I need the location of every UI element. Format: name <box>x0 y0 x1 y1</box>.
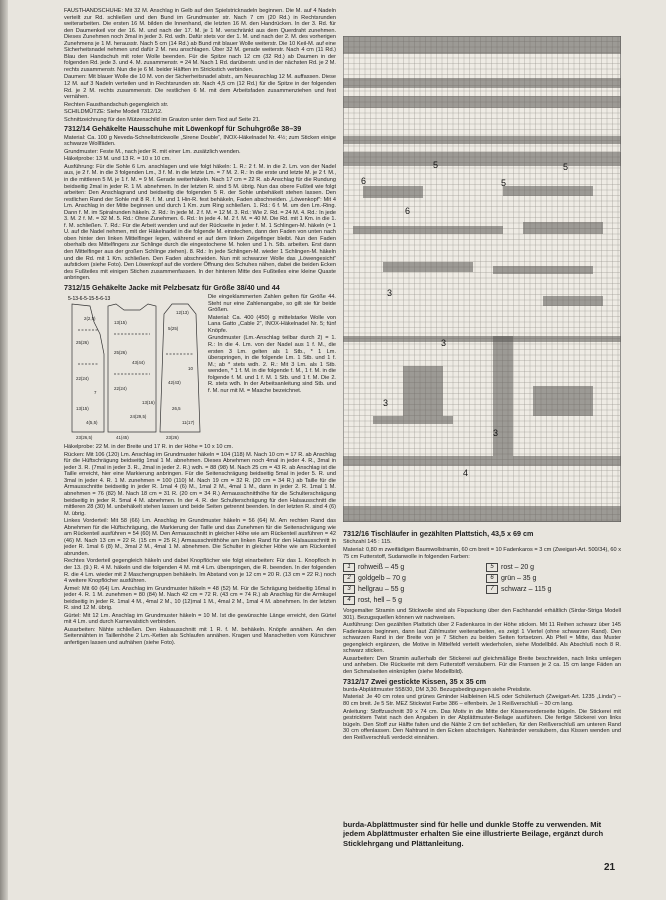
stitch-motif-block <box>383 262 473 272</box>
diagram-label: 41(45) <box>116 435 129 441</box>
stitch-motif-block <box>503 186 593 196</box>
sleeve-piece-outline <box>160 304 200 432</box>
jacket-back: Rücken: Mit 106 (120) Lm. Anschlag im Grundmuster häkeln = 104 (118) M. Nach 10 cm = 17 R. ab Anschlag für die Hüftschrägung beidseitig 1mal 1 M. abnehmen. Dieses Abnehmen noch 4mal in jeder 4. R., 3mal in jeder 3. R. (7mal in jeder 3. R., 2mal in jeder 2. R.) wdh. = 88 (98) M. Nach 25 cm = 43 R. ab Anschlag ist die Taille erreicht, hier eine Markierung anbringen. Für die Seitenschrägung beidseitig 5mal in jeder 5. R. und 3mal in jeder 4. R. 1 M. zunehmen = 100 (110) M. Nach 19 cm = 32 R. (20 cm = 34 R.) ab Taille für die Armausschnitte beidseitig in jeder R. 1mal 4 (6) M., 1mal 2 M., 4mal 1 M., dann in jeder 2. R. 1mal 1 M. abnehmen = 76 (82) M. Nach 18 cm = 31 R. (20 cm = 34 R.) Armausschnitthöhe für die Schulterschrägung beidseitig in jeder R. 5mal 4 M. abnehmen. In der 4. R. der Schulterschrägung für den Halsausschnitt die mittleren 28 (30) M. unbehäkelt stehen lassen und beide Seiten getrennt beenden. In der letzten R. sind 4 (6) M. übrig. <box>64 451 336 517</box>
diagram-label: 26,5 <box>172 406 181 412</box>
jacket-gauge: Häkelprobe: 22 M. in der Breite und 17 R. in der Höhe = 10 x 10 cm. <box>64 444 233 451</box>
left-column <box>64 8 336 888</box>
stitch-motif-block <box>343 336 621 342</box>
front-piece-outline <box>72 304 104 432</box>
legend-item: 7 schwarz – 115 g <box>486 585 621 594</box>
jacket-section <box>64 294 336 442</box>
jacket-heading: 7312/15 Gehäkelte Jacke mit Pelzbesatz für Größe 38/40 und 44 <box>64 282 280 292</box>
stitch-motif-block <box>363 186 423 198</box>
stitch-motif-block <box>523 222 603 234</box>
page-spine-shadow <box>0 0 8 900</box>
embroidery-count-chart <box>343 36 621 522</box>
chart-color-number: 3 <box>387 288 393 298</box>
stitch-count: Stichzahl 145 : 115. <box>343 539 392 546</box>
diagram-label: 22(24) <box>76 376 89 382</box>
diagram-label: 43(44) <box>132 360 145 366</box>
stitch-motif-block <box>493 266 593 274</box>
diagram-label: 7 <box>94 390 97 396</box>
stitch-motif-block <box>343 456 621 466</box>
diagram-top-measure: 5-13-6-5-15-5-6-13 <box>68 296 111 303</box>
stitch-motif-block <box>343 96 621 108</box>
legend-item: 1 rohweiß – 45 g <box>343 563 478 572</box>
transfer-pattern-note: burda-Abplättmuster sind für helle und dunkle Stoffe zu verwenden. Mit jedem Abplättmuster erhalten Sie eine illustrierte Beilage, ergänzt durch Sticklehrgang und Plättanleitung. <box>343 820 604 848</box>
diagram-label: 13(15) <box>114 320 127 326</box>
pillows-material: Material: Je 40 cm rotes und grünes Gminder Halbleinen HLS oder Schülertuch (Zweigart-Art. 1235 „Linda“) – 80 cm breit. Je 5 Str. MEZ Stickwist Farbe 386 – elfenbein. Je 1 Reißverschluß – 30 cm lang. <box>343 694 621 708</box>
diagram-label: 4(5,5) <box>86 420 98 426</box>
diagram-label: 23(26) <box>166 435 179 441</box>
chart-color-number: 3 <box>383 398 389 408</box>
diagram-label: 25(26) <box>114 350 127 356</box>
diagram-label: 13(15) <box>76 406 89 412</box>
jacket-right-front: Rechtes Vorderteil gegengleich häkeln und dabei Knopflöcher wie folgt einarbeiten: Für das 1. Knopfloch in der 13. (9.) R. 4 M. häkeln und die folgenden 4 M. mit 4 Lm. überspringen, die R. beenden. In der folgenden R. die 4 Lm. wieder mit 2 Maschengruppen behäkeln. Im Abstand von je 12 cm = 20 R. (13 cm = 22 R.) noch 4 weitere Knopflöcher ausführen. <box>64 558 336 585</box>
cap-pattern-text: Schnittzeichnung für den Mützenschild im Grauton unter dem Text auf Seite 21. <box>64 116 261 123</box>
slippers-pattern: Grundmuster: Feste M., nach jeder R. mit einer Lm. zusätzlich wenden. <box>64 148 241 155</box>
jacket-finishing: Ausarbeiten: Nähte schließen. Den Halsausschnitt mit 1 R. f. M. behäkeln. Knöpfe annähen. An den Seitennähten in Taillenhöhe 2 Lm.-Ketten als Schlaufen annähen. Kragen und Manschetten vom Kürschner anfertigen lassen und aufnähen (siehe Foto). <box>64 626 336 646</box>
runner-material: Material: 0,80 m zweifädigen Baumwollstramin, 60 cm breit = 10 Fadenkaros = 3 cm (Zweigart-Art. 500/34), 60 x 75 cm Futterstoff, Sudanwolle in folgenden Farben: <box>343 546 621 560</box>
stitch-motif-block <box>343 506 621 522</box>
runner-instructions: Ausführung: Den gezählten Plattstich über 2 Fadenkaros in der Höhe sticken. Mit 11 Reihen schwarz über 145 Fadenkaros beginnen, dann laut Zählmuster weiterarbeiten, es zeigt 1 Viertel (ohne schwarzen Rand). Den schwarzen Rand in der Breite von je 7 Stichen zu beiden Seiten fortsetzen. Ab Pfeil = Mitte, das Muster gegengleich ergänzen, die Motive in Mittelfeld verteilt wiederholen, siehe Modellbild. Als Abschluß noch 8 R. schwarz sticken. <box>343 622 621 655</box>
stitch-motif-block <box>343 78 621 88</box>
stitch-motif-block <box>343 136 621 144</box>
jacket-sizes-note: Die eingeklammerten Zahlen gelten für Größe 44. Steht nur eine Zahlenangabe, so gilt sie für beide Größen. <box>208 294 336 314</box>
legend-item: 3 hellgrau – 55 g <box>343 585 478 594</box>
thumb-text: Daumen: Mit blauer Wolle die 10 M. von der Sicherheitsnadel abstr., am Neuanschlag 12 M. auffassen. Diese 12 M. auf 3 Nadeln verteilen und in Rechtsrunden str. Nach 4,5 cm (12 Rd.) für die Spitze in der folgenden Rd. je 2 M. rechts zusammenstr. Die restlichen 6 M. mit dem Arbeitsfaden zusammenziehen und fest vernähen. <box>64 74 336 101</box>
slippers-gauge: Häkelprobe: 13 M. und 13 R. = 10 x 10 cm. <box>64 156 171 163</box>
stitch-motif-block <box>343 36 621 54</box>
diagram-label: 5(25) <box>168 326 179 332</box>
chart-color-number: 5 <box>433 160 439 170</box>
stitch-motif-block <box>543 296 603 306</box>
diagram-label: 24(29,5) <box>130 414 147 420</box>
legend-item: 6 grün – 35 g <box>486 574 621 583</box>
legend-symbol: 5 <box>486 563 498 572</box>
diagram-label: 25(26) <box>76 340 89 346</box>
diagram-label: 10 <box>188 366 193 372</box>
pillows-heading: 7312/17 Zwei gestickte Kissen, 35 x 35 cm <box>343 676 487 686</box>
pillows-instructions: Anleitung: Stoffzuschnitt 39 x 74 cm. Das Motiv in die Mitte der Kissenvorderseite bügeln. Die Stickerei mit gestricktem Twist nach den Angaben in der Abplättmuster-Beilage ausführen. Die fertige Stickerei von links bügeln. Den Stoff zur Hälfte falten und die Nähte 2 cm tief schließen, für den Reißverschluß am unteren Rand 30 cm offenlassen. Den Nahtrand in den Ecken abschrägen. Nahtränder versäubern, das Kissen wenden und den Reißverschluß verdeckt einnähen. <box>343 708 621 741</box>
chart-color-number: 6 <box>405 206 411 216</box>
jacket-pattern-diagram <box>64 294 204 442</box>
chart-color-number: 4 <box>463 468 469 478</box>
diagram-label: 12(13) <box>176 310 189 316</box>
page-number: 21 <box>604 862 616 873</box>
runner-supplies-note: Vorgemalter Stramin und Stickwolle sind als Fixpackung über den Fachhandel erhältlich (Sirdar-Striga Modell 301). Bezugsquellen können wir nachweisen. <box>343 608 621 621</box>
diagram-label: 13(16) <box>142 400 155 406</box>
table-runner-heading: 7312/16 Tischläufer in gezählten Plattstich, 43,5 x 69 cm <box>343 529 534 538</box>
legend-item: 4 rost, hell – 5 g <box>343 596 478 605</box>
diagram-label: 2(2,5) <box>84 316 96 322</box>
right-mitten-text: Rechten Fausthandschuh gegengleich str. <box>64 101 169 108</box>
jacket-intro-text <box>208 294 336 442</box>
jacket-material: Material: Ca. 400 (450) g mittelstarke Wolle von Lana Gatto „Cable 2“, INOX-Häkelnadel Nr. 5; fünf Knöpfe. <box>208 314 336 334</box>
legend-symbol: 2 <box>343 574 355 583</box>
stitch-motif-block <box>353 226 503 234</box>
legend-item: 5 rost – 20 g <box>486 563 621 572</box>
diagram-label: 42(43) <box>168 380 181 386</box>
jacket-left-front: Linkes Vorderteil: Mit 58 (66) Lm. Anschlag im Grundmuster häkeln = 56 (64) M. Am rechten Rand das Abnehmen für die Hüftschrägung, die Markierung der Taille und das Zunehmen für die Seitenschrägung wie am Rückenteil ausführen = 54 (60) M. Den Armausschnitt in gleicher Höhe wie am Rückenteil ausführen = 42 (46) M. Nach 13 cm = 22 R. (15 cm = 25 R.) Armausschnitthöhe am linken Rand für den Halsausschnitt in jeder R. 1mal 6 (8) M., 3mal 2 M., 4mal 1 M. abnehmen. Die Schulter in gleicher Höhe wie am Rückenteil abrunden. <box>64 518 336 557</box>
slippers-heading: 7312/14 Gehäkelte Hausschuhe mit Löwenkopf für Schuhgröße 38–39 <box>64 124 302 134</box>
mittens-text: FAUSTHANDSCHUHE: Mit 32 M. Anschlag in Gelb auf den Spielstricknadeln beginnen. Die M. auf 4 Nadeln verteilt zur Rd. schließen und den Bund im Grundmuster str. Nach 7 cm (20 Rd.) in Rechtsrunden weiterarbeiten. Die ersten 16 M. bilden die Innenhand, die letzten 16 M. den Handrücken. In der 3. Rd. für den Daumenkeil vor der 16. M. und nach der 17. M. je 1 M. verschränkt aus dem Querdraht zunehmen. Dieses Zunehmen noch 3mal in jeder 3. Rd. wdh. Dafür stets vor der 1. M. und nach der 2. M. des vorherigen Zunehmens je 1 M. herausstr. Nach 5 cm (14 Rd.) ab Bund mit blauer Wolle weiterstr. Die 10 Keil-M. auf eine Sicherheitsnadel nehmen und dafür 2 M. neu anschlagen. Über 32 M. gerade weiterstr. Nach 4 cm (11 Rd.) Blau den Handschuh mit roter Wolle beenden. Für die Spitze nach 12 cm (32 Rd.) ab Daumen in der folgenden Rd. jede 3. und 4. M. zusammenstr. = 24 M. Nach 1 Rd. darüberstr. und in der nächsten Rd. je 2 M. rechts zusammenstr. Nun die je 6 M. beider Hälften im Strickstich verbinden. <box>64 8 336 73</box>
stitch-motif-block <box>403 366 443 416</box>
pillows-transfer: burda-Abplättmuster 558/30, DM 3,30. Bezugsbedingungen siehe Preisliste. <box>343 686 532 693</box>
stitch-motif-block <box>373 416 453 424</box>
slippers-material: Material: Ca. 100 g Neveda-Schnellstrickwolle „Sirene Double“, INOX-Häkelnadel Nr. 4½; zum Sticken einige schwarze Wollfäden. <box>64 134 336 148</box>
stitch-motif-block <box>493 336 513 456</box>
legend-symbol: 4 <box>343 596 355 605</box>
legend-symbol: 1 <box>343 563 355 572</box>
jacket-pattern: Grundmuster (Lm.-Anschlag teilbar durch 2) = 1. R.: In die 4. Lm. von der Nadel aus 1 f. M., die ersten 3 Lm. gelten als 1 Stb., * 1 Lm. überspringen, in die folgende Lm. 1 Stb. und 1 f. M.; ab * stets wdh. 2. R.: Mit 3 Lm. als 1 Stb. wenden, * 1 f. M. in die folgende f. M., 1 f. M. in die folgende f. M. und 1 f. M. 1 Stb. und 1 f. M. Die 2. R. stets wdh. In der Arbeitsanleitung sind Stb. und f. M. nur mit M. = Masche bezeichnet. <box>208 335 336 394</box>
legend-symbol: 6 <box>486 574 498 583</box>
runner-finishing: Ausarbeiten: Den Stramin außerhalb der Stickerei auf gleichmäßige Breite beschneiden, nach links umlegen und anheben. Die Rückseite mit dem Futterstoff versäubern. Für die Fransen je 2 ca. 15 cm lange Fäden an den Schmalseiten einknüpfen (siehe Modellbild). <box>343 655 621 675</box>
jacket-sleeves: Ärmel: Mit 60 (64) Lm. Anschlag im Grundmuster häkeln = 48 (52) M. Für die Schrägung beidseitig 16mal in jeder 4. R. 1 M. zunehmen = 80 (84) M. Nach 42 cm = 72 R. (43 cm = 74 R.) ab Anschlag für die Armkugel beidseitig in jeder R. 1mal 4 M., 4mal 2 M., 10 (12)mal 1 M., 4mal 2 M., 1mal 4 M. abnehmen. In der letzten R. sind 12 M. übrig. <box>64 585 336 612</box>
stitch-motif-block <box>343 152 621 166</box>
legend-symbol: 7 <box>486 585 498 594</box>
diagram-label: 11(17) <box>182 420 195 426</box>
slippers-instructions: Ausführung: Für die Sohle 6 Lm. anschlagen und wie folgt häkeln: 1. R.: 2 f. M. in die 2. Lm. von der Nadel aus, je 2 f. M. in die 3 folgenden Lm., 3 f. M. in die letzte Lm. = 7 M. 2. R.: In die erste und letzte M. je 2 f. M., in die mittleren 5 M. je 1 f. M. = 9 M. Gerade weiterhäkeln. Nach 17 cm = 22 R. ab Anschlag für die Rundung beidseitig 2mal in jeder R. 1 M. abnehmen. In der letzten R. sind 5 M. übrig. Nun das obere Fußteil wie folgt arbeiten: Den Anschlagrand und beidseitig die folgenden 5 R. der Sohle unbehäkelt stehen lassen. Den restlichen Rand der Sohle mit 8 R. f. M. und 1 Hin-R. fest behäkeln, Faden abschneiden. „Löwenkopf“: Mit 4 Lm. Anschlag in der Mitte beginnen und durch 1 Km. zum Ring schließen. 1. Rd.: 6 f. M. um den Lm.-Ring. Dann f. M. im Spiralrunden häkeln. 2. Rd.: In jede M. 2 f. M. = 12 M. 3. Rd.: Wie 2. Rd. = 24 M. 4. Rd.: In jede 3. M. 2 f. M. = 32 M. 5. Rd.: Ohne Zunehmen. 6. Rd.: In jede 4. M. 2 f. M. = 40 M. Die Rd. mit 1 Km. in die 1. f. M. schließen. 7. Rd.: Für die Arbeit wenden und auf der Rückseite in jeder f. M. 1 Schlingen-M. häkeln (= 1 U. auf die Nadel nehmen, mit der Häkelnadel in die folgende M. einstechen, dann den Faden von unten nach oben hinter den linken Mittelfinger legen, während er auf dem linken Zeigefinger bleibt. Nun den Faden oberhalb des Mittelfingers zur Schlinge durch die eingestochene M. holen und 1 h. Stb. arbeiten. Erst dann den Mittelfinger aus der großen Schlinge ziehen). 8. Rd.: In jede Schlingen-M. wieder 1 Schlingen-M. häkeln und die Rd. mit 1 Km. schließen. Den Faden abschneiden. Nun mit schwarzer Wolle das „Löwengesicht“ aufsticken (siehe Foto). Den Löwenkopf auf die vordere Öffnung des Schuhes nähen, dabei die beiden Ecken des Fußteiles mit einigen Stichen zusammenfassen. In der hinteren Mitte des Fußteiles eine kleine Quaste anbringen. <box>64 163 336 282</box>
chart-color-number: 3 <box>493 428 499 438</box>
cap-text: SCHILDMÜTZE: Siehe Modell 7312/12. <box>64 109 163 116</box>
legend-symbol: 3 <box>343 585 355 594</box>
legend-item: 2 goldgelb – 70 g <box>343 574 478 583</box>
diagram-label: 22(24) <box>114 386 127 392</box>
chart-color-number: 6 <box>361 176 367 186</box>
chart-color-number: 5 <box>563 162 569 172</box>
chart-color-number: 3 <box>441 338 447 348</box>
chart-color-number: 5 <box>501 178 507 188</box>
jacket-belt: Gürtel: Mit 12 Lm. Anschlag im Grundmuster häkeln = 10 M. Ist die gewünschte Länge erreicht, den Gürtel mit 4 Lm. und durch Karnevalstich verbinden. <box>64 612 336 626</box>
color-legend <box>343 563 621 605</box>
diagram-label: 23(26,5) <box>76 435 93 441</box>
stitch-motif-block <box>533 386 593 416</box>
